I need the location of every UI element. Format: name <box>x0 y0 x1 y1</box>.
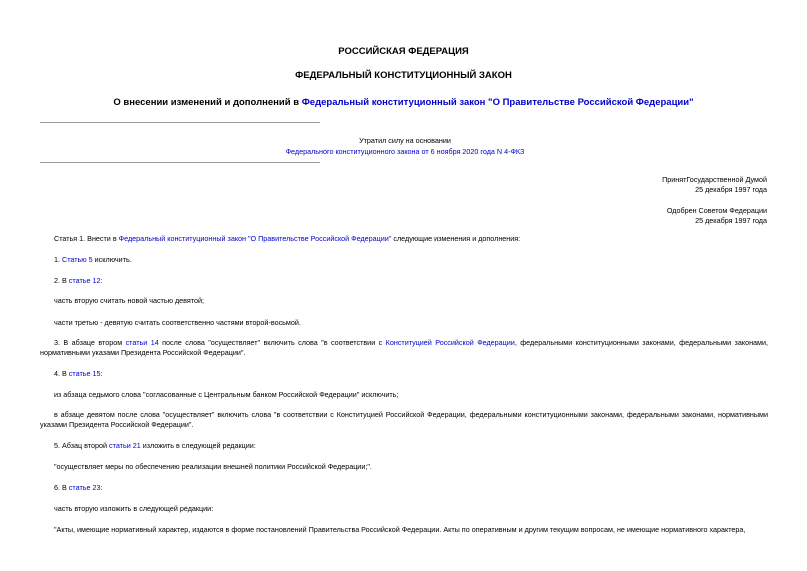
duma-date: 25 декабря 1997 года <box>695 184 767 194</box>
item-3-b: после слова "осуществляет" включить слова "в соответствии с <box>158 338 386 347</box>
item-5-a: 5. Абзац второй <box>54 441 110 450</box>
item-1 <box>40 255 768 265</box>
art1-prefix: Статья 1. Внести в <box>54 234 119 243</box>
law-type-heading: ФЕДЕРАЛЬНЫЙ КОНСТИТУЦИОННЫЙ ЗАКОН <box>295 70 512 81</box>
repeal-notice-line: Утратил силу на основании <box>359 136 451 145</box>
item-4a: из абзаца седьмого слова "согласованные с Центральным банком Российской Федерации" исключить; <box>54 390 399 399</box>
item-6-num: 6. В <box>54 483 69 492</box>
item-2-num: 2. В <box>54 276 69 285</box>
item-6-quote: "Акты, имеющие нормативный характер, издаются в форме постановлений Правительства Российской Федерации. Акты по оперативным и другим текущим вопросам, не имеющие нормативного характера, <box>54 525 746 534</box>
item-5-quote: "осуществляет меры по обеспечению реализации внешней политики Российской Федерации;". <box>54 462 372 471</box>
item-4-rest: : <box>100 369 103 378</box>
item-2-rest: : <box>100 276 103 285</box>
title-prefix: О внесении изменений и дополнений в <box>113 97 302 108</box>
item-4 <box>40 369 768 379</box>
item-2 <box>40 276 768 286</box>
country-heading: РОССИЙСКАЯ ФЕДЕРАЦИЯ <box>338 46 469 57</box>
council-label: Одобрен Советом Федерации <box>666 206 767 215</box>
art1-suffix: следующие изменения и дополнения: <box>391 234 521 243</box>
article-15-link[interactable]: статье 15 <box>68 369 101 378</box>
top-divider <box>40 122 320 123</box>
item-3-c: , федеральными конституционными законами, федеральными законами, нормативными указами Президента Российской Федерации". <box>40 338 768 357</box>
council-approval <box>667 206 767 225</box>
duma-adoption <box>662 175 767 194</box>
document-title <box>0 97 807 108</box>
item-5 <box>40 441 768 451</box>
item-4-num: 4. В <box>54 369 69 378</box>
item-6 <box>40 483 768 493</box>
article-14-link[interactable]: статьи 14 <box>125 338 159 347</box>
article-1-intro <box>40 234 768 244</box>
bottom-divider <box>40 162 320 163</box>
constitution-link[interactable]: Конституцией Российской Федерации <box>385 338 515 347</box>
article-21-link[interactable]: статьи 21 <box>109 441 141 450</box>
item-6-rest: : <box>100 483 103 492</box>
art1-law-link[interactable]: Федеральный конституционный закон "О Правительстве Российской Федерации" <box>118 234 392 243</box>
article-23-link[interactable]: статье 23 <box>68 483 101 492</box>
repeal-law-link[interactable]: Федерального конституционного закона от 6 ноября 2020 года N 4-ФКЗ <box>285 147 525 156</box>
item-5-b: изложить в следующей редакции: <box>140 441 256 450</box>
item-4b: в абзаце девятом после слова "осуществляет" включить слова "в соответствии с Конституцией Российской Федерации, федеральными конституционными законами, федеральными законами, нормативными указами Президента Российской Федерации". <box>40 410 768 429</box>
item-1-num: 1. <box>54 255 62 264</box>
item-6a: часть вторую изложить в следующей редакции: <box>54 504 214 513</box>
article-5-link[interactable]: Статью 5 <box>62 255 93 264</box>
item-1-rest: исключить. <box>92 255 132 264</box>
item-2a: часть вторую считать новой частью девятой; <box>54 296 205 305</box>
title-law-link[interactable]: Федеральный конституционный закон "О Правительстве Российской Федерации" <box>301 97 694 108</box>
article-12-link[interactable]: статье 12 <box>68 276 101 285</box>
duma-label: ПринятГосударственной Думой <box>662 175 767 184</box>
item-3 <box>40 338 768 357</box>
item-2b: части третью - девятую считать соответственно частями второй-восьмой. <box>54 318 301 327</box>
item-3-a: 3. В абзаце втором <box>54 338 126 347</box>
council-date: 25 декабря 1997 года <box>695 215 767 225</box>
